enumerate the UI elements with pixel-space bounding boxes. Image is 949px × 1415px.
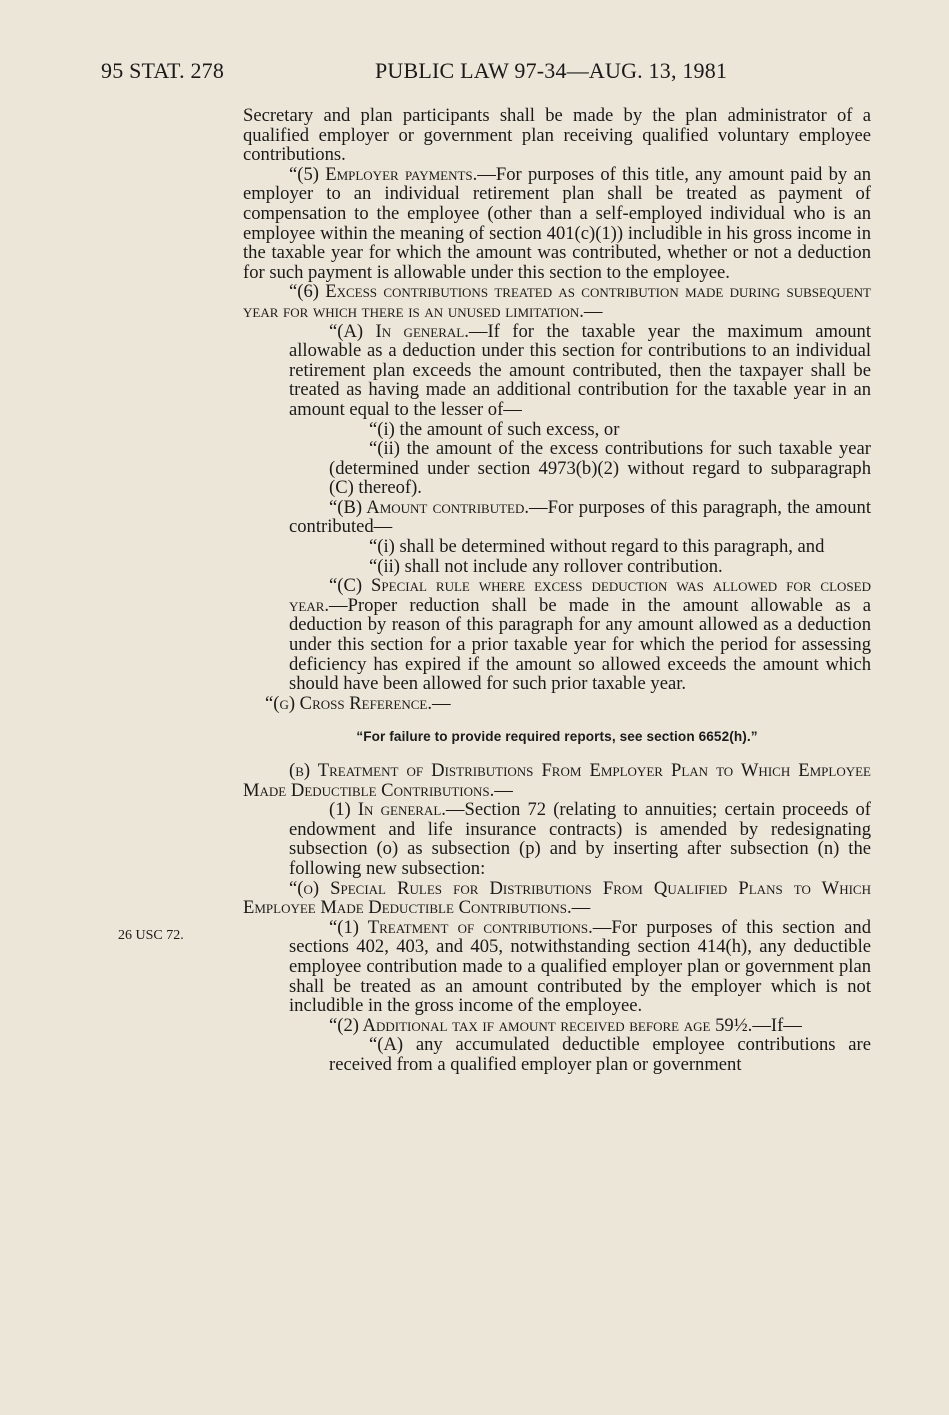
paragraph-in-general bbox=[243, 800, 871, 878]
paragraph-employer-payments bbox=[243, 165, 871, 283]
subsection-o-heading: “(o) Special Rules for Distributions From Qualified Plans to Which Employee Made Deductible Contributions.— bbox=[243, 877, 871, 919]
paragraph-continuation: Secretary and plan participants shall be made by the plan administrator of a qualified employer or government plan receiving qualified voluntary employee contributions. bbox=[243, 105, 871, 166]
paragraph-heading: “(2) Additional tax if amount received before age 59½. bbox=[329, 1014, 753, 1036]
clause-ii: “(ii) shall not include any rollover contribution. bbox=[369, 555, 723, 577]
subparagraph-heading: “(A) In general. bbox=[329, 320, 469, 342]
subparagraph-a-continued: “(A) any accumulated deductible employee contributions are received from a qualified employer plan or government bbox=[329, 1034, 871, 1075]
subparagraph-text: —For purposes of this paragraph, the amount contributed— bbox=[289, 496, 871, 538]
subparagraph-text: —Proper reduction shall be made in the amount allowable as a deduction by reason of this paragraph for any amount allowed as a deduction under this section for a prior taxable year for which the period for assessing deficiency has expired if the amount so allowed exceeds the amount which should have been allowed for such prior taxable year. bbox=[289, 594, 871, 695]
subparagraph-b bbox=[243, 498, 871, 537]
cross-reference-heading bbox=[243, 694, 871, 714]
subparagraph-text: —If for the taxable year the maximum amount allowable as a deduction under this section for contributions to an individual retirement plan exceeds the amount contributed, then the taxpayer shall be treated as having made an additional contribution for the taxable year in an amount equal to the lesser of— bbox=[289, 320, 872, 420]
clause-ii: “(ii) the amount of the excess contributions for such taxable year (determined under section 4973(b)(2) without regard to subparagraph (C) thereof). bbox=[329, 438, 871, 499]
running-header: PUBLIC LAW 97-34—AUG. 13, 1981 bbox=[375, 58, 728, 83]
paragraph-text: —For purposes of this title, any amount paid by an employer to an individual retirement plan shall be treated as payment of compensation to the employee (other than a self-employed individual who is an employee within the meaning of section 401(c)(1)) includible in his gross income in the taxable year for which the amount was contributed, whether or not a deduction for such payment is allowable under this section to the employee. bbox=[243, 163, 871, 283]
subparagraph-heading: “(C) Special rule where excess deduction was allowed for closed year. bbox=[289, 575, 871, 616]
cross-reference-note: “For failure to provide required reports, see section 6652(h).” bbox=[356, 729, 758, 745]
clause-i: “(i) the amount of such excess, or bbox=[369, 418, 620, 440]
subparagraph-c bbox=[243, 576, 871, 694]
margin-citation: 26 USC 72. bbox=[118, 928, 184, 943]
paragraph-heading: “(5) Employer payments. bbox=[289, 163, 478, 185]
paragraph-excess-contributions-heading: “(6) Excess contributions treated as contribution made during subsequent year for which there is an unused limitation.— bbox=[243, 281, 871, 322]
clause-i: “(i) shall be determined without regard to this paragraph, and bbox=[369, 536, 825, 558]
paragraph-heading: (1) In general. bbox=[329, 799, 446, 821]
body-text bbox=[243, 106, 871, 1075]
subsection-b-heading: (b) Treatment of Distributions From Employer Plan to Which Employee Made Deductible Contributions.— bbox=[243, 760, 871, 801]
statute-page-number: 95 STAT. 278 bbox=[101, 58, 225, 83]
cross-reference-label: “(g) Cross Reference.— bbox=[265, 692, 451, 714]
paragraph-additional-tax bbox=[243, 1016, 871, 1036]
paragraph-treatment-of-contributions bbox=[243, 918, 871, 1016]
subparagraph-a bbox=[243, 322, 871, 420]
paragraph-text: —For purposes of this section and sections 402, 403, and 405, notwithstanding section 414(h), any deductible employee contribution made to a qualified employer plan or government plan shall be treated as an amount contributed by the employer which is not includible in the gross income of the employee. bbox=[289, 916, 871, 1017]
paragraph-text: —If— bbox=[752, 1014, 802, 1036]
subparagraph-heading: “(B) Amount contributed. bbox=[329, 496, 530, 518]
paragraph-heading: “(1) Treatment of contributions. bbox=[329, 916, 593, 938]
paragraph-text: —Section 72 (relating to annuities; certain proceeds of endowment and life insurance contracts) is amended by redesignating subsection (o) as subsection (p) and by inserting after subsection (n) the following new subsection: bbox=[289, 799, 871, 879]
